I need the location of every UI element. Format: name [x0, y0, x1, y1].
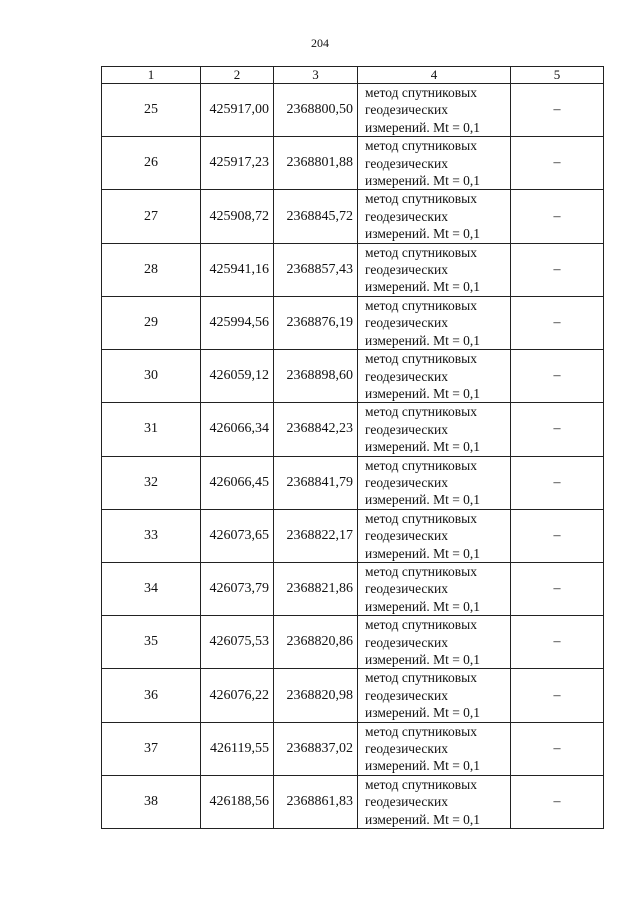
x-coordinate-cell: 426059,12 [201, 350, 274, 403]
method-cell [358, 296, 511, 349]
method-line: измерений. Mt = 0,1 [365, 332, 481, 348]
x-coordinate-cell: 425917,00 [201, 84, 274, 137]
y-coordinate-cell: 2368842,23 [274, 403, 358, 456]
note-cell: – [511, 350, 604, 403]
method-line: геодезических [365, 155, 448, 171]
method-line: метод спутниковых [365, 510, 477, 526]
method-line: измерений. Mt = 0,1 [365, 226, 481, 242]
page-number: 204 [311, 36, 329, 50]
note-cell: – [511, 84, 604, 137]
method-line: геодезических [365, 208, 448, 224]
header-row [102, 67, 604, 84]
method-line: измерений. Mt = 0,1 [365, 119, 481, 135]
table-row [102, 456, 604, 509]
x-coordinate-cell: 426066,45 [201, 456, 274, 509]
note-cell: – [511, 669, 604, 722]
method-line: метод спутниковых [365, 723, 477, 739]
method-line: измерений. Mt = 0,1 [365, 545, 481, 561]
method-line: измерений. Mt = 0,1 [365, 439, 481, 455]
y-coordinate-cell: 2368822,17 [274, 509, 358, 562]
x-coordinate-cell: 426066,34 [201, 403, 274, 456]
method-line: измерений. Mt = 0,1 [365, 279, 481, 295]
method-line: геодезических [365, 262, 448, 278]
x-coordinate-cell: 425941,16 [201, 243, 274, 296]
method-line: метод спутниковых [365, 244, 477, 260]
point-number-cell: 37 [102, 722, 201, 775]
table-row [102, 722, 604, 775]
method-line: измерений. Mt = 0,1 [365, 705, 481, 721]
y-coordinate-cell: 2368820,86 [274, 616, 358, 669]
point-number-cell: 31 [102, 403, 201, 456]
header-col-4: 4 [358, 67, 511, 84]
table-row [102, 243, 604, 296]
note-cell: – [511, 775, 604, 828]
y-coordinate-cell: 2368861,83 [274, 775, 358, 828]
note-cell: – [511, 296, 604, 349]
y-coordinate-cell: 2368898,60 [274, 350, 358, 403]
x-coordinate-cell: 425994,56 [201, 296, 274, 349]
header-col-2: 2 [201, 67, 274, 84]
method-line: метод спутниковых [365, 191, 477, 207]
table-row [102, 562, 604, 615]
point-number-cell: 28 [102, 243, 201, 296]
point-number-cell: 29 [102, 296, 201, 349]
note-cell: – [511, 456, 604, 509]
point-number-cell: 38 [102, 775, 201, 828]
method-line: метод спутниковых [365, 351, 477, 367]
note-cell: – [511, 562, 604, 615]
x-coordinate-cell: 426076,22 [201, 669, 274, 722]
method-line: метод спутниковых [365, 138, 477, 154]
note-cell: – [511, 190, 604, 243]
method-line: измерений. Mt = 0,1 [365, 652, 481, 667]
y-coordinate-cell: 2368876,19 [274, 296, 358, 349]
point-number-cell: 26 [102, 137, 201, 190]
y-coordinate-cell: 2368845,72 [274, 190, 358, 243]
table-header [102, 67, 604, 84]
method-cell [358, 403, 511, 456]
point-number-cell: 30 [102, 350, 201, 403]
method-cell [358, 350, 511, 403]
point-number-cell: 27 [102, 190, 201, 243]
method-line: измерений. Mt = 0,1 [365, 492, 481, 508]
method-line: геодезических [365, 634, 448, 650]
method-line: метод спутниковых [365, 617, 477, 633]
method-line: измерений. Mt = 0,1 [365, 598, 481, 614]
method-line: метод спутниковых [365, 670, 477, 686]
point-number-cell: 34 [102, 562, 201, 615]
table-row [102, 190, 604, 243]
table-row [102, 350, 604, 403]
table-row [102, 616, 604, 669]
y-coordinate-cell: 2368821,86 [274, 562, 358, 615]
x-coordinate-cell: 426188,56 [201, 775, 274, 828]
table-row [102, 296, 604, 349]
note-cell: – [511, 722, 604, 775]
method-line: метод спутниковых [365, 563, 477, 579]
point-number-cell: 32 [102, 456, 201, 509]
header-col-1: 1 [102, 67, 201, 84]
method-cell [358, 137, 511, 190]
y-coordinate-cell: 2368820,98 [274, 669, 358, 722]
table-row [102, 669, 604, 722]
method-line: геодезических [365, 368, 448, 384]
note-cell: – [511, 137, 604, 190]
x-coordinate-cell: 426073,65 [201, 509, 274, 562]
point-number-cell: 25 [102, 84, 201, 137]
method-cell [358, 456, 511, 509]
table-row [102, 84, 604, 137]
table-row [102, 403, 604, 456]
x-coordinate-cell: 425917,23 [201, 137, 274, 190]
table-row [102, 137, 604, 190]
point-number-cell: 36 [102, 669, 201, 722]
method-line: геодезических [365, 102, 448, 118]
method-line: измерений. Mt = 0,1 [365, 385, 481, 401]
method-cell [358, 84, 511, 137]
method-line: геодезических [365, 315, 448, 331]
table-row [102, 509, 604, 562]
method-cell [358, 616, 511, 669]
method-line: метод спутниковых [365, 457, 477, 473]
method-line: геодезических [365, 741, 448, 757]
method-line: метод спутниковых [365, 297, 477, 313]
header-col-5: 5 [511, 67, 604, 84]
y-coordinate-cell: 2368841,79 [274, 456, 358, 509]
method-line: метод спутниковых [365, 404, 477, 420]
method-line: измерений. Mt = 0,1 [365, 758, 481, 774]
y-coordinate-cell: 2368800,50 [274, 84, 358, 137]
y-coordinate-cell: 2368801,88 [274, 137, 358, 190]
method-line: геодезических [365, 687, 448, 703]
method-cell [358, 722, 511, 775]
x-coordinate-cell: 425908,72 [201, 190, 274, 243]
x-coordinate-cell: 426119,55 [201, 722, 274, 775]
method-line: геодезических [365, 581, 448, 597]
note-cell: – [511, 243, 604, 296]
method-line: геодезических [365, 474, 448, 490]
method-cell [358, 775, 511, 828]
method-cell [358, 562, 511, 615]
note-cell: – [511, 616, 604, 669]
method-line: геодезических [365, 794, 448, 810]
header-col-3: 3 [274, 67, 358, 84]
note-cell: – [511, 509, 604, 562]
method-cell [358, 243, 511, 296]
method-line: геодезических [365, 528, 448, 544]
x-coordinate-cell: 426075,53 [201, 616, 274, 669]
x-coordinate-cell: 426073,79 [201, 562, 274, 615]
table-row [102, 775, 604, 828]
method-cell [358, 509, 511, 562]
point-number-cell: 33 [102, 509, 201, 562]
method-line: измерений. Mt = 0,1 [365, 811, 481, 827]
method-cell [358, 669, 511, 722]
method-line: измерений. Mt = 0,1 [365, 173, 481, 189]
coordinates-table [101, 66, 604, 829]
note-cell: – [511, 403, 604, 456]
table-body [102, 84, 604, 829]
point-number-cell: 35 [102, 616, 201, 669]
method-line: метод спутниковых [365, 776, 477, 792]
method-line: метод спутниковых [365, 85, 477, 100]
y-coordinate-cell: 2368837,02 [274, 722, 358, 775]
method-line: геодезических [365, 421, 448, 437]
method-cell [358, 190, 511, 243]
y-coordinate-cell: 2368857,43 [274, 243, 358, 296]
